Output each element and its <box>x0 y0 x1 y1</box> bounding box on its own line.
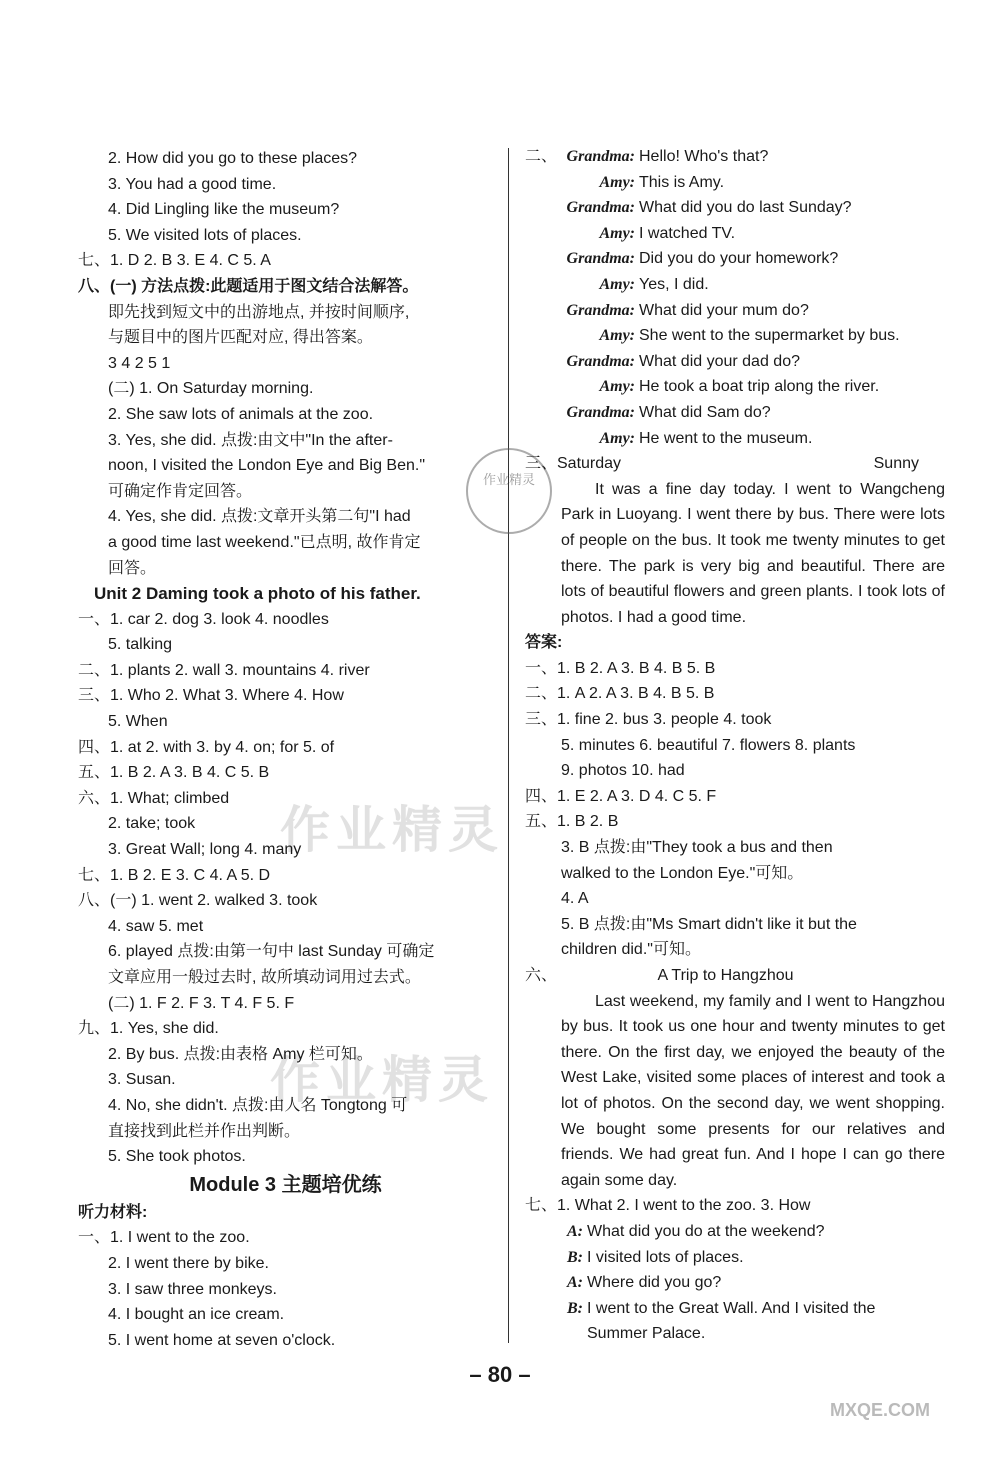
speaker-label: Amy: <box>599 275 635 293</box>
text-line: 文章应用一般过去时, 故所填动词用过去式。 <box>108 969 421 986</box>
passage-1: It was a fine day today. I went to Wangcheng Park in Luoyang. I went there by bus. There were lots of people on the bus. It took me twenty minutes to get there. The park is very big and beautiful. There are lots of beautiful flowers and green plants. I took lots of photos. I had a good time. <box>561 480 945 626</box>
dialogue-line: What did you do last Sunday? <box>639 199 852 217</box>
text-line: 七、1. D 2. B 3. E 4. C 5. A <box>78 252 271 270</box>
text-line: 5. talking <box>108 636 173 654</box>
text-line: 五、1. B 2. B <box>525 813 619 831</box>
text-line: 七、1. B 2. E 3. C 4. A 5. D <box>78 866 271 884</box>
dialogue-line: I visited lots of places. <box>587 1248 744 1266</box>
section-six-prefix: 六、 <box>525 967 558 984</box>
dialogue-row <box>525 323 945 349</box>
text-line: 3. Susan. <box>108 1071 176 1089</box>
speaker-label: Amy: <box>599 327 635 345</box>
page-number: – 80 – <box>469 1362 531 1387</box>
text-line: 5. B 点拨:由"Ms Smart didn't like it but the <box>561 915 857 933</box>
section-six-title: A Trip to Hangzhou <box>657 967 794 984</box>
dialogue-row <box>525 400 945 426</box>
dialogue-line: What did you do at the weekend? <box>587 1222 825 1240</box>
text-line: (二) 1. On Saturday morning. <box>108 380 314 398</box>
text-line: children did."可知。 <box>561 941 701 959</box>
text-line: 4. I bought an ice cream. <box>108 1306 285 1324</box>
dialogue-row <box>525 1321 945 1347</box>
speaker-label: B: <box>567 1299 583 1317</box>
right-column <box>525 144 945 1347</box>
text-line: 一、1. B 2. A 3. B 4. B 5. B <box>525 659 716 677</box>
passage-2: Last weekend, my family and I went to Hangzhou by bus. It took us one hour and twenty minutes to get there. On the first day, we enjoyed the beauty of the West Lake, visited some places of interest and took a lot of photos. On the second day, we went shopping. We bought some presents for our relatives and friends. We had great fun. And I hope I can go there again some day. <box>561 992 945 1189</box>
text-line: 5. minutes 6. beautiful 7. flowers 8. plants <box>561 736 856 754</box>
text-line: 5. When <box>108 713 168 731</box>
dialogue-line: He took a boat trip along the river. <box>639 378 880 396</box>
speaker-label: Amy: <box>599 378 635 396</box>
text-line: walked to the London Eye."可知。 <box>561 864 804 882</box>
dialogue-line: What did your dad do? <box>639 352 800 370</box>
dialogue-row <box>525 144 945 170</box>
text-line: 一、1. car 2. dog 3. look 4. noodles <box>78 610 329 628</box>
speaker-label: Grandma: <box>566 301 635 319</box>
text-line: 4. A <box>561 890 589 908</box>
dialogue-row <box>525 221 945 247</box>
text-line: 5. She took photos. <box>108 1148 246 1166</box>
text-line: 3. Yes, she did. 点拨:由文中"In the after- <box>108 431 393 449</box>
text-line: 四、1. E 2. A 3. D 4. C 5. F <box>525 787 717 805</box>
speaker-label: Grandma: <box>566 148 635 165</box>
speaker-label: Amy: <box>599 173 635 191</box>
dialogue-line: What did your mum do? <box>639 301 809 319</box>
text-line: 3. I saw three monkeys. <box>108 1280 277 1298</box>
dialogue-line: Yes, I did. <box>639 275 709 293</box>
speaker-label: B: <box>567 1248 583 1266</box>
speaker-label: Grandma: <box>566 352 635 370</box>
dialogue-line: What did Sam do? <box>639 403 771 421</box>
speaker-label: Amy: <box>599 224 635 242</box>
text-line: 直接找到此栏并作出判断。 <box>108 1122 301 1140</box>
speaker-label: A: <box>567 1222 583 1240</box>
section-three-header <box>525 451 945 477</box>
dialogue-line: Did you do your homework? <box>639 250 839 268</box>
dialogue-row <box>525 246 945 272</box>
stamp: 作业精灵 <box>466 448 552 534</box>
text-line: 3. Great Wall; long 4. many <box>108 841 302 859</box>
dialogue-row <box>525 170 945 196</box>
module-heading: Module 3 主题培优练 <box>189 1173 382 1196</box>
text-line: 五、1. B 2. A 3. B 4. C 5. B <box>78 764 270 782</box>
text-line: 2. take; took <box>108 815 196 833</box>
dialogue-row <box>525 1219 945 1245</box>
text-line: 四、1. at 2. with 3. by 4. on; for 5. of <box>78 738 335 756</box>
section-six-header <box>525 963 945 989</box>
dialogue-row <box>525 272 945 298</box>
dialogue-row <box>525 195 945 221</box>
dialogue-2 <box>525 1219 945 1347</box>
left-column <box>78 146 493 1353</box>
text-line: 5. I went home at seven o'clock. <box>108 1331 336 1349</box>
text-line: 2. She saw lots of animals at the zoo. <box>108 405 374 423</box>
text-line: 八、(一) 1. went 2. walked 3. took <box>78 892 318 910</box>
dialogue-row <box>525 349 945 375</box>
text-line: 3. B 点拨:由"They took a bus and then <box>561 839 833 857</box>
text-line: 二、1. A 2. A 3. B 4. B 5. B <box>525 685 715 703</box>
dialogue-row <box>525 1270 945 1296</box>
text-line: 回答。 <box>108 559 157 577</box>
dialogue-line: I watched TV. <box>639 224 736 242</box>
dialogue-row <box>525 298 945 324</box>
dialogue-row <box>525 426 945 452</box>
text-line: 即先找到短文中的出游地点, 并按时间顺序, <box>108 303 410 321</box>
dialogue-line: She went to the supermarket by bus. <box>639 327 900 345</box>
text-line: 3 4 2 5 1 <box>108 354 171 372</box>
text-line: 2. I went there by bike. <box>108 1254 269 1272</box>
text-line: 6. played 点拨:由第一句中 last Sunday 可确定 <box>108 943 435 961</box>
text-line: 9. photos 10. had <box>561 762 685 780</box>
dialogue-line: This is Amy. <box>639 173 725 191</box>
speaker-label: Grandma: <box>566 199 635 217</box>
column-divider <box>508 148 509 1343</box>
text-line: (二) 1. F 2. F 3. T 4. F 5. F <box>108 994 295 1012</box>
text-line: 八、(一) 方法点拨:此题适用于图文结合法解答。 <box>78 277 419 295</box>
text-line: 4. Did Lingling like the museum? <box>108 201 340 219</box>
text-line: 一、1. I went to the zoo. <box>78 1229 250 1247</box>
text-line: 4. No, she didn't. 点拨:由人名 Tongtong 可 <box>108 1096 408 1114</box>
text-line: 4. Yes, she did. 点拨:文章开头第二句"I had <box>108 508 411 526</box>
text-line: 九、1. Yes, she did. <box>78 1020 219 1038</box>
text-line: 与题目中的图片匹配对应, 得出答案。 <box>108 329 373 347</box>
answers-label: 答案: <box>525 634 563 652</box>
left-block-3 <box>78 1225 493 1353</box>
text-line: 3. You had a good time. <box>108 175 277 193</box>
text-line: 三、1. fine 2. bus 3. people 4. took <box>525 711 772 729</box>
left-block-1 <box>78 146 493 581</box>
text-line: a good time last weekend."已点明, 故作肯定 <box>108 533 421 551</box>
dialogue-row <box>525 1245 945 1271</box>
dialogue-row <box>525 1296 945 1322</box>
answers <box>525 656 945 963</box>
text-line: noon, I visited the London Eye and Big Ben." <box>108 457 426 475</box>
speaker-label: Grandma: <box>566 403 635 421</box>
section-three-weather: Sunny <box>873 455 919 473</box>
watermark: 作业精灵 <box>270 1052 494 1108</box>
dialogue-line: Summer Palace. <box>587 1325 706 1343</box>
dialogue-row <box>525 374 945 400</box>
text-line: 三、1. Who 2. What 3. Where 4. How <box>78 687 344 705</box>
text-line: 六、1. What; climbed <box>78 789 230 807</box>
listening-label: 听力材料: <box>78 1203 148 1221</box>
speaker-label: Grandma: <box>566 250 635 268</box>
watermark: 作业精灵 <box>280 802 504 858</box>
section-prefix: 二、 <box>525 148 558 165</box>
text-line: 可确定作肯定回答。 <box>108 482 253 500</box>
text-line: 2. How did you go to these places? <box>108 150 358 167</box>
text-line: 二、1. plants 2. wall 3. mountains 4. river <box>78 661 370 679</box>
corner-logo: MXQE.COM <box>830 1400 931 1420</box>
dialogue-line: I went to the Great Wall. And I visited the <box>587 1299 876 1317</box>
dialogue-line: He went to the museum. <box>639 429 813 447</box>
section-seven: 七、1. What 2. I went to the zoo. 3. How <box>525 1197 811 1215</box>
section-three-day: 三、Saturday <box>525 455 622 473</box>
dialogue-line: Hello! Who's that? <box>639 148 769 165</box>
text-line: 2. By bus. 点拨:由表格 Amy 栏可知。 <box>108 1045 373 1063</box>
speaker-label: A: <box>567 1274 583 1292</box>
text-line: 4. saw 5. met <box>108 917 204 935</box>
dialogue-line: Where did you go? <box>587 1274 722 1292</box>
left-block-2 <box>78 607 493 1170</box>
dialogue <box>525 144 945 451</box>
speaker-label: Amy: <box>599 429 635 447</box>
unit-heading: Unit 2 Daming took a photo of his father. <box>94 584 421 604</box>
text-line: 5. We visited lots of places. <box>108 226 302 244</box>
